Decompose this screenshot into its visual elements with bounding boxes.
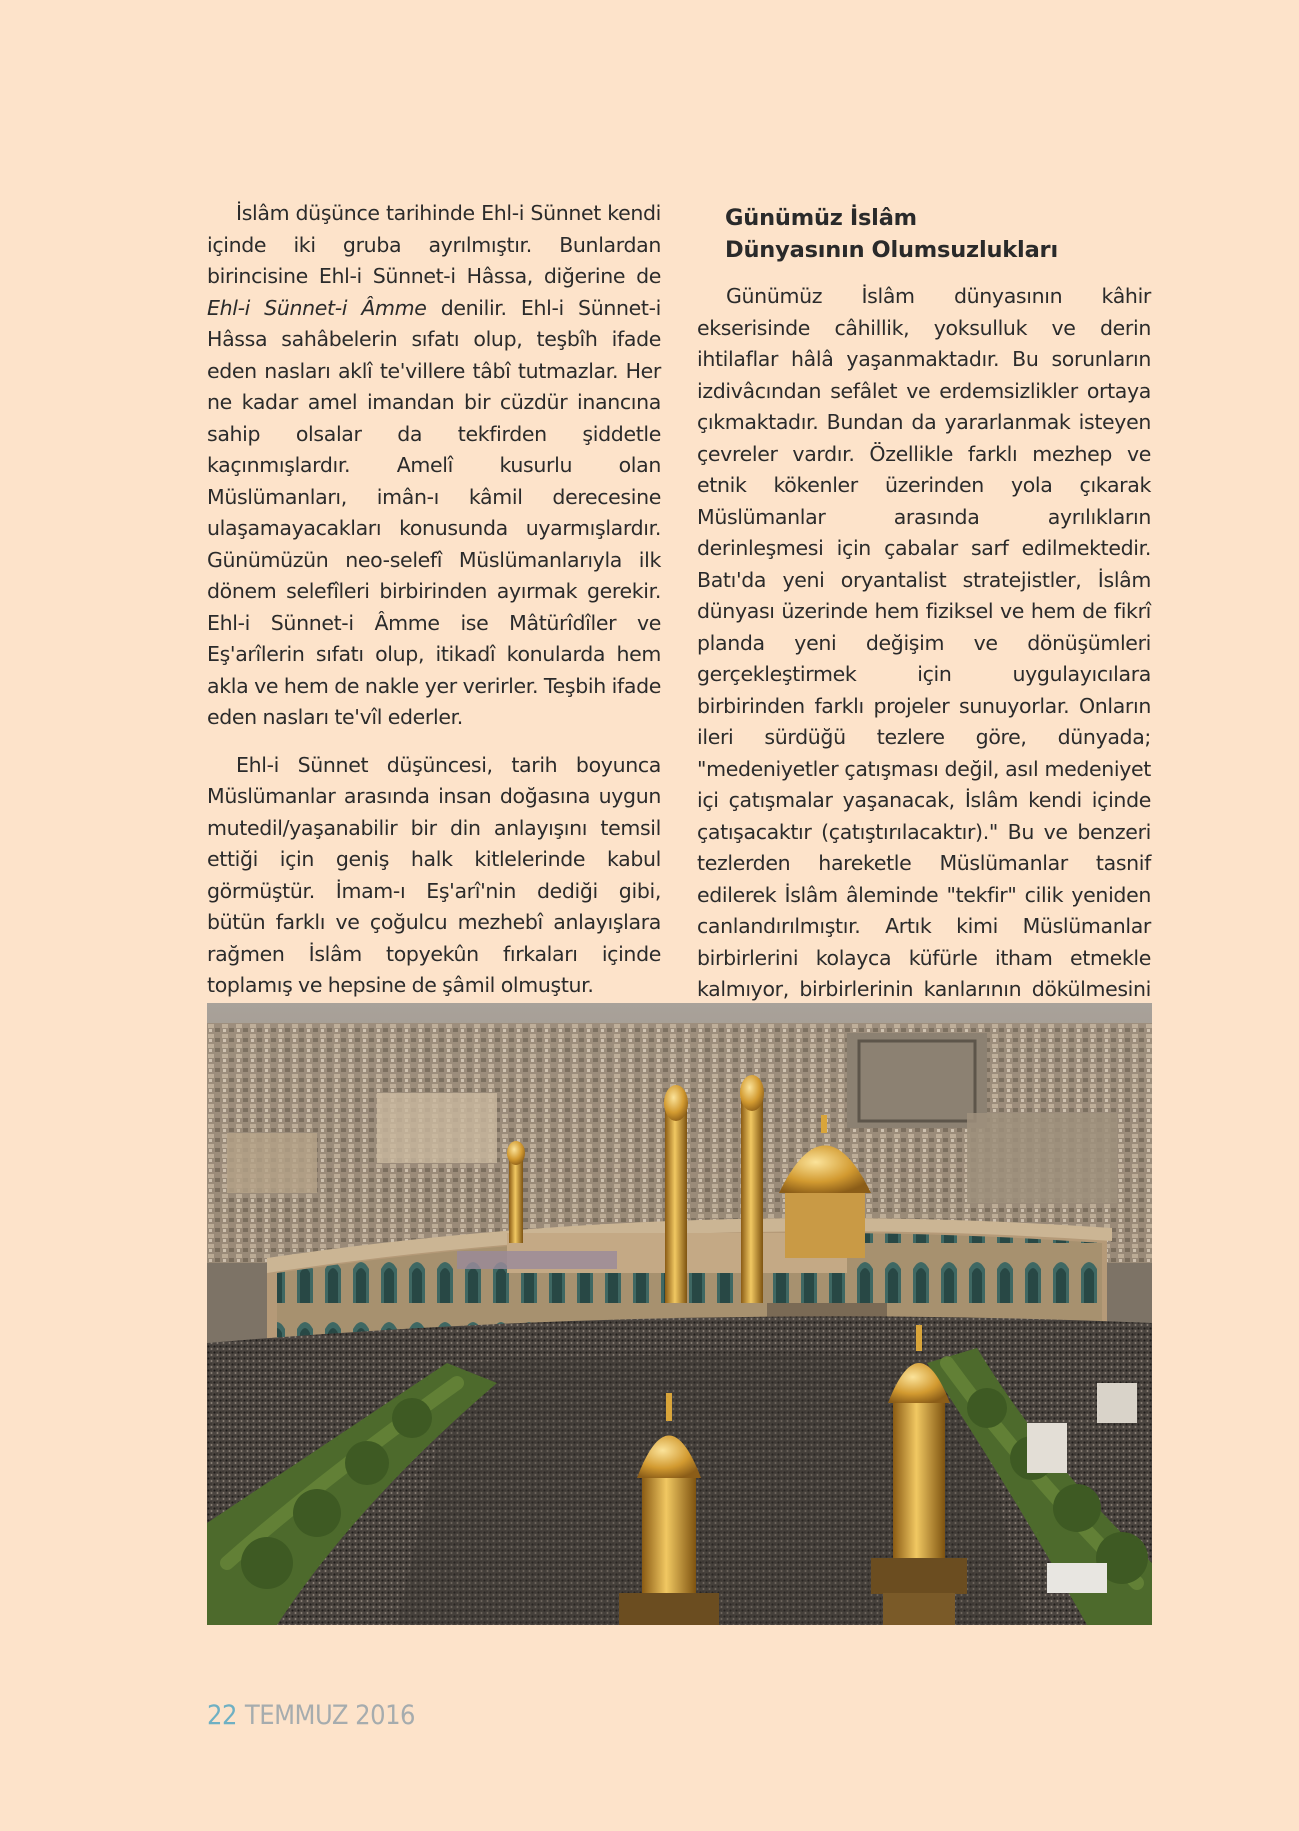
paragraph-islamic-world-problems: Günümüz İslâm dünyasının kâhir ekserisinde câhillik, yoksulluk ve derin ihtilaflar hâlâ yaşanmaktadır. Bu sorunların izdivâcından sefâlet ve erdemsizlikler ortaya çıkmaktadır. Bundan da yararlanmak isteyen çevreler vardır. Özellikle farklı mezhep ve etnik kökenler üzerinden yola çıkarak Müslümanlar arasında ayrılıkların derinleşmesi için çabalar sarf edilmektedir. Batı'da yeni oryantalist stratejistler, İslâm dünyası üzerinde hem fiziksel ve hem de fikrî planda yeni değişim ve dönüşümleri gerçekleştirmek için uygulayıcılara birbirinden farklı projeler sunuyorlar. Onların ileri sürdüğü tezlere göre, dünyada; "medeniyetler çatışması değil, asıl medeniyet içi çatışmalar yaşanacak, İslâm kendi içinde çatışacaktır (çatıştırılacaktır)." Bu ve benzeri tezlerden hareketle Müslümanlar tasnif edilerek İslâm âleminde "tekfir" cilik yeniden canlandırılmıştır. Artık kimi Müslümanlar birbirlerini kolayca küfürle itham etmekle kalmıyor, birbirlerinin kanlarının dökülmesini	[697, 284, 1151, 1001]
page-number: 22	[207, 1700, 237, 1731]
section-heading-line-1: Günümüz İslâm	[725, 205, 917, 231]
left-text-column	[207, 198, 661, 1002]
paragraph-ehl-i-sunnet-thought: Ehl-i Sünnet düşüncesi, tarih boyunca Müslümanlar arasında insan doğasına uygun mutedil/yaşanabilir bir din anlayışını temsil ettiği için geniş halk kitlelerinde kabul görmüştür. İmam-ı Eş'arî'nin dediği gibi, bütün farklı ve çoğulcu mezhebî anlayışlara rağmen İslâm topyekûn fırkaları içinde toplamış ve hepsine de şâmil olmuştur.	[207, 752, 661, 997]
shrine-crowd-photo	[207, 1003, 1152, 1625]
photo-illustration	[207, 1003, 1152, 1625]
section-heading-line-2: Dünyasının Olumsuzlukları	[725, 237, 1058, 263]
page-footer	[207, 1700, 415, 1731]
issue-date: TEMMUZ 2016	[244, 1700, 415, 1731]
section-heading	[725, 202, 1151, 266]
right-text-column	[697, 202, 1151, 1100]
paragraph-ehl-i-sunnet-groups: İslâm düşünce tarihinde Ehl-i Sünnet kendi içinde iki gruba ayrılmıştır. Bunlardan birincisine Ehl-i Sünnet-i Hâssa, diğerine de Ehl-i Sünnet-i Âmme denilir. Ehl-i Sünnet-i Hâssa sahâbelerin sıfatı olup, teşbîh ifade eden nasları aklî te'villere tâbî tutmazlar. Her ne kadar amel imandan bir cüzdür inancına sahip olsalar da tekfirden şiddetle kaçınmışlardır. Amelî kusurlu olan Müslümanları, imân-ı kâmil derecesine ulaşamayacakları konusunda uyarmışlardır. Günümüzün neo-selefî Müslümanlarıyla ilk dönem selefîleri birbirinden ayırmak gerekir. Ehl-i Sünnet-i Âmme ise Mâtürîdîler ve Eş'arîlerin sıfatı olup, itikadî konularda hem akla ve hem de nakle yer verirler. Teşbih ifade eden nasları te'vîl ederler.	[207, 201, 661, 729]
